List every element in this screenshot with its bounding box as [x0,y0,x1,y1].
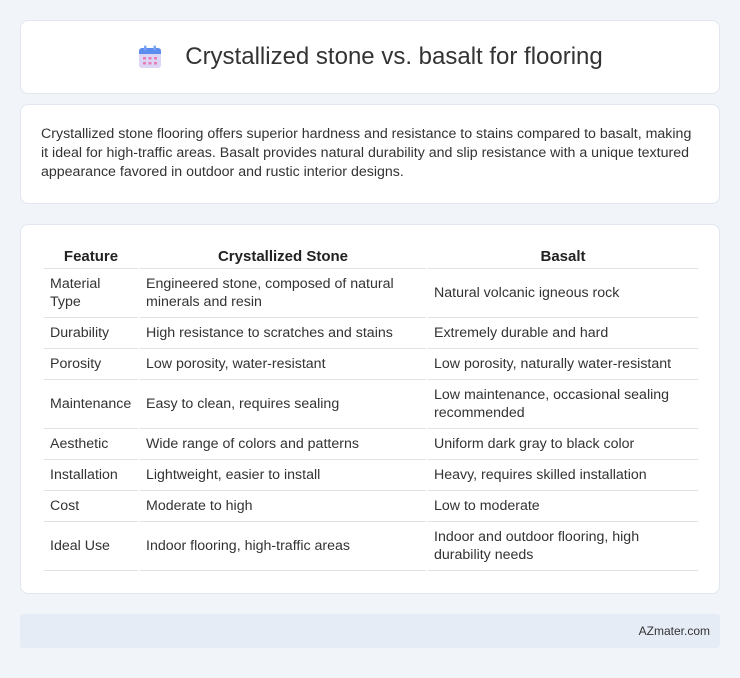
feature-cell: Cost [44,491,138,522]
crystallized-stone-cell: Easy to clean, requires sealing [140,380,426,429]
feature-cell: Material Type [44,269,138,318]
table-row [44,318,698,349]
basalt-cell: Low porosity, naturally water-resistant [428,349,698,380]
basalt-cell: Extremely durable and hard [428,318,698,349]
header-crystallized-stone: Crystallized Stone [140,245,426,269]
feature-cell: Durability [44,318,138,349]
description-text: Crystallized stone flooring offers superior hardness and resistance to stains compared to basalt, making it ideal for high-traffic areas. Basalt provides natural durability and slip resistance with a unique textured appearance favored in outdoor and rustic interior designs. [41,126,692,180]
crystallized-stone-cell: Moderate to high [140,491,426,522]
table-row [44,269,698,318]
basalt-cell: Uniform dark gray to black color [428,429,698,460]
footer [20,614,720,648]
comparison-table [42,245,700,571]
table-row [44,429,698,460]
comparison-card [20,224,720,594]
basalt-cell: Natural volcanic igneous rock [428,269,698,318]
feature-cell: Aesthetic [44,429,138,460]
basalt-cell: Low maintenance, occasional sealing recommended [428,380,698,429]
feature-cell: Installation [44,460,138,491]
table-row [44,349,698,380]
calendar-icon [137,44,163,70]
feature-cell: Porosity [44,349,138,380]
crystallized-stone-cell: Wide range of colors and patterns [140,429,426,460]
crystallized-stone-cell: High resistance to scratches and stains [140,318,426,349]
table-row [44,491,698,522]
header-basalt: Basalt [428,245,698,269]
feature-cell: Maintenance [44,380,138,429]
crystallized-stone-cell: Indoor flooring, high-traffic areas [140,522,426,571]
crystallized-stone-cell: Lightweight, easier to install [140,460,426,491]
table-row [44,522,698,571]
title-card [20,20,720,94]
basalt-cell: Heavy, requires skilled installation [428,460,698,491]
page-title: Crystallized stone vs. basalt for flooring [185,43,603,70]
feature-cell: Ideal Use [44,522,138,571]
table-header-row [44,245,698,269]
crystallized-stone-cell: Engineered stone, composed of natural minerals and resin [140,269,426,318]
description-card [20,104,720,204]
crystallized-stone-cell: Low porosity, water-resistant [140,349,426,380]
basalt-cell: Low to moderate [428,491,698,522]
header-feature: Feature [44,245,138,269]
table-row [44,460,698,491]
table-row [44,380,698,429]
footer-brand: AZmater.com [638,624,710,638]
basalt-cell: Indoor and outdoor flooring, high durability needs [428,522,698,571]
